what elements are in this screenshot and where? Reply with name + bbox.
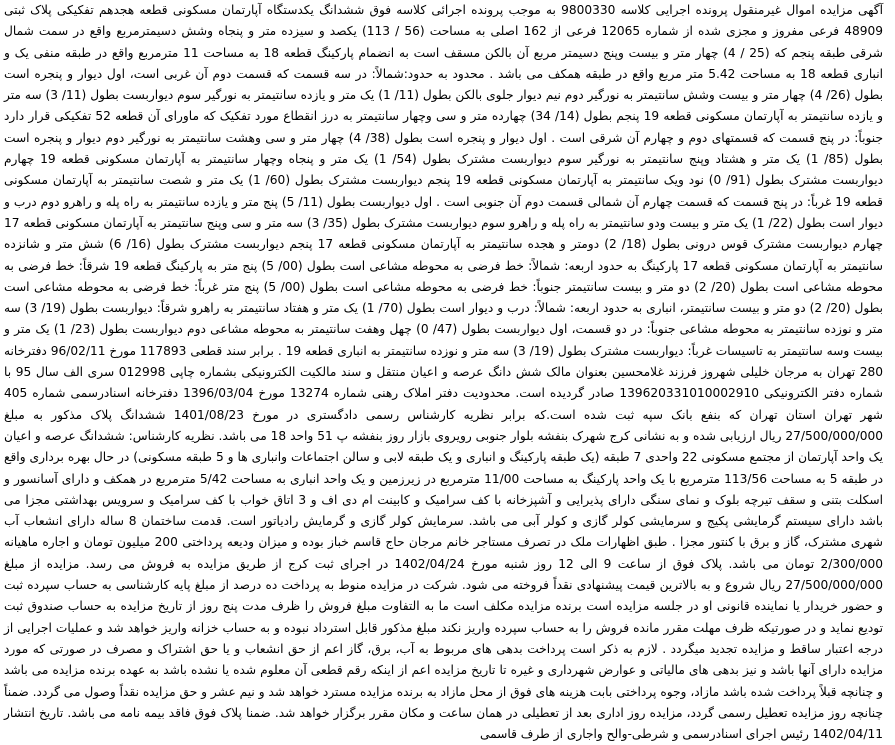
auction-notice-text: آگهی مزایده اموال غیرمنقول پرونده اجرایی کلاسه 9800330 به موجب پرونده اجرائی کلاسه فوق ششدانگ یکدستگاه آپارتمان مسکونی قطعه هجدهم تفکیکی پلاک ثبتی 48909 فرعی مفروز و مجزی شده از شماره 12065 فرعی از 162 اصلی به مساحت (56 / 113) یکصد و سیزده متر و پنجاه وشش دسیمترمربع واقع در سمت شمال شرقی طبقه پنجم که (25 / 4) چهار متر و بیست وپنج دسیمتر مربع آن بالکن مسقف است به انضمام پارکینگ قطعه 18 به مساحت 11 مترمربع واقع در طبقه منفی یک و انباری قطعه 18 به مساحت 5.42 متر مربع واقع در طبقه همکف می باشد . محدود به حدود:شمالاً: در سه قسمت که قسمت دوم آن غربی است، اول دیوار و پنجره است بطول (26/ 4) چهار متر و بیست وشش سانتیمتر به نورگیر دوم نیم دیوار جلوی بالکن بطول (11/ 1) یک متر و یازده سانتیمتر به نورگیر سوم دیواربست بطول (11/ 3) سه متر و یازده سانتیمتر به آپارتمان مسکونی قطعه 19 پنجم بطول (14/ 34) چهارده متر و سی وچهار سانتیمتر به درز انقطاع مورد تفکیک که ماورای آن قطعه 52 تفکیکی قرار دارد جنوباً: در پنج قسمت که قسمتهای دوم و چهارم آن شرقی است . اول دیوار و پنجره است بطول (38/ 4) چهار متر و سی وهشت سانتیمتر به نورگیر دوم دیوار و پنجره است بطول (85/ 1) یک متر و هشتاد وپنج سانتیمتر به نورگیر سوم دیواربست مشترک بطول (54/ 1) یک متر و پنجاه وچهار سانتیمتر به آپارتمان مسکونی قطعه 19 چهارم دیواربست مشترک بطول (91/ 0) نود ویک سانتیمتر به آپارتمان مسکونی قطعه 19 پنجم دیواربست مشترک بطول (60/ 1) یک متر و شصت سانتیمتر به آپارتمان مسکونی قطعه 19 غرباً: در پنج قسمت که قسمت چهارم آن شمالی قسمت دوم آن جنوبی است . اول دیواربست بطول (11/ 5) پنج متر و یازده سانتیمتر به راه پله و راهرو دوم درب و دیوار است بطول (22/ 1) یک متر و بیست ودو سانتیمتر به راه پله و راهرو سوم دیواربست مشترک بطول (35/ 3) سه متر و سی وپنج سانتیمتر به آپارتمان مسکونی قطعه 17 چهارم دیواربست مشترک قوس درونی بطول (18/ 2) دومتر و هجده سانتیمتر به آپارتمان مسکونی قطعه 17 پنجم دیواربست مشترک بطول (16/ 6) شش متر و شانزده سانتیمتر به آپارتمان مسکونی قطعه 17 پارکینگ به حدود اربعه: شمالاً: خط فرضی به محوطه مشاعی است بطول (00/ 5) پنج متر به پارکینگ قطعه 19 شرقاً: خط فرضی به محوطه مشاعی است بطول (20/ 2) دو متر و بیست سانتیمتر جنوباً: خط فرضی به محوطه مشاعی است بطول (00/ 5) پنج متر غرباً: خط فرضی به محوطه مشاعی است بطول (20/ 2) دو متر و بیست سانتیمتر، انباری به حدود اربعه: شمالاً: درب و دیوار است بطول (70/ 1) یک متر و هفتاد سانتیمتر به راهرو شرقاً: دیواربست بطول (19/ 3) سه متر و نوزده سانتیمتر به محوطه مشاعی جنوباً: در دو قسمت، اول دیواربست بطول (47/ 0) چهل وهفت سانتیمتر به محوطه مشاعی دوم دیواربست بطول (23/ 1) یک متر و بیست وسه سانتیمتر به تاسیسات غرباً: دیواربست مشترک بطول (19/ 3) سه متر و نوزده سانتیمتر به انباری قطعه 19 . برابر سند قطعی 117893 مورخ 96/02/11 دفترخانه 280 تهران به مرجان خلیلی شهروز فرزند غلامحسین بعنوان مالک شش دانگ عرصه و اعیان منتقل و سند مالکیت الکترونیکی بشماره چاپی 012998 سری الف سال 95 با شماره دفتر الکترونیکی 139620331010002910 صادر گردیده است. محدودیت دفتر املاک رهنی شماره 13274 مورخ 1396/03/04 دفترخانه اسنادرسمی شماره 405 شهر تهران استان تهران که بنفع بانک سپه ثبت شده است.که برابر نظریه کارشناس رسمی دادگستری در مورخ 1401/08/23 ششدانگ پلاک مذکور به مبلغ 27/500/000/000 ریال ارزیابی شده و به نشانی کرج شهرک بنفشه بلوار جنوبی رویروی بازار روز بنفشه پ 51 واحد 18 می باشد. نظریه کارشناس: ششدانگ عرصه و اعیان یک واحد آپارتمان از مجتمع مسکونی 22 واحدی 7 طبقه (یک طبقه پارکینگ و انباری و یک طبقه لابی و سالن اجتماعات وانباری ها و 5 طبقه مسکونی) در حال بهره برداری واقع در طبقه 5 به مساحت 113/56 مترمربع با یک واحد پارکینگ به مساحت 11/00 مترمربع در زیرزمین و یک واحد انباری به مساحت 5/42 مترمربع در همکف و دارای آسانسور و اسکلت بتنی و سقف تیرچه بلوک و نمای سنگی دارای پذیرایی و آشپزخانه با کف سرامیک و کابینت ام دی اف و 3 اتاق خواب با کف سرامیک و سرویس بهداشتی مجزا می باشد دارای سیستم گرمایشی پکیج و سرمایشی کولر گازی و کولر آبی می باشد. سرمایش کولر گازی و گرمایش رادیاتور است. قدمت ساختمان 8 ساله دارای انشعاب آب شهری مشترک، گاز و برق با کنتور مجزا . طبق اظهارات ملک در تصرف مستاجر خانم مرجان حاج قاسم خباز بوده و میزان ودیعه پرداختی 200 میلیون تومان و اجاره ماهیانه 2/300/000 تومان می باشد. پلاک فوق از ساعت 9 الی 12 روز شنبه مورخ 1402/04/24 در اجرای ثبت کرج از طریق مزایده به فروش می رسد. مزایده از مبلغ 27/500/000/000 ریال شروع و به بالاترین قیمت پیشنهادی نقداً فروخته می شود. شرکت در مزایده منوط به پرداخت ده درصد از مبلغ پایه کارشناسی به حساب سپرده ثبت و حضور خریدار یا نماینده قانونی او در جلسه مزایده است برنده مزایده مکلف است ما به التفاوت مبلغ فروش را ظرف مدت پنج روز از تاریخ مزایده به حساب صندوق ثبت تودیع نماید و در صورتیکه ظرف مهلت مقرر مانده فروش را به حساب سپرده واریز نکند مبلغ مذکور قابل استرداد نبوده و به حساب خزانه واریز خواهد شد و عملیات اجرایی از درجه اعتبار ساقط و مزایده تجدید میگردد . لازم به ذکر است پرداخت بدهی های مربوط به آب، برق، گاز اعم از حق انشعاب و یا حق اشتراک و مصرف در صورتی که مورد مزایده دارای آنها باشد و نیز بدهی های مالیاتی و عوارض شهرداری و غیره تا تاریخ مزایده اعم از اینکه رقم قطعی آن معلوم شده یا نشده باشد به عهده برنده مزایده می باشد و چنانچه قبلاً پرداخت شده باشد مازاد، وجوه پرداختی بابت هزینه های فوق از محل مازاد به برنده مزایده مسترد خواهد شد و نیم عشر و حق مزایده نقداً وصول می گردد. ضمناً چنانچه روز مزایده تعطیل رسمی گردد، مزایده روز اداری بعد از تعطیلی در همان ساعت و مکان مقرر برگزار خواهد شد. ضمنا پلاک فوق فاقد بیمه نامه می باشد. تاریخ انتشار 1402/04/11 رئیس اجرای اسنادرسمی و شرطی-والح واجاری از طرف قاسمی: [4, 3, 884, 742]
